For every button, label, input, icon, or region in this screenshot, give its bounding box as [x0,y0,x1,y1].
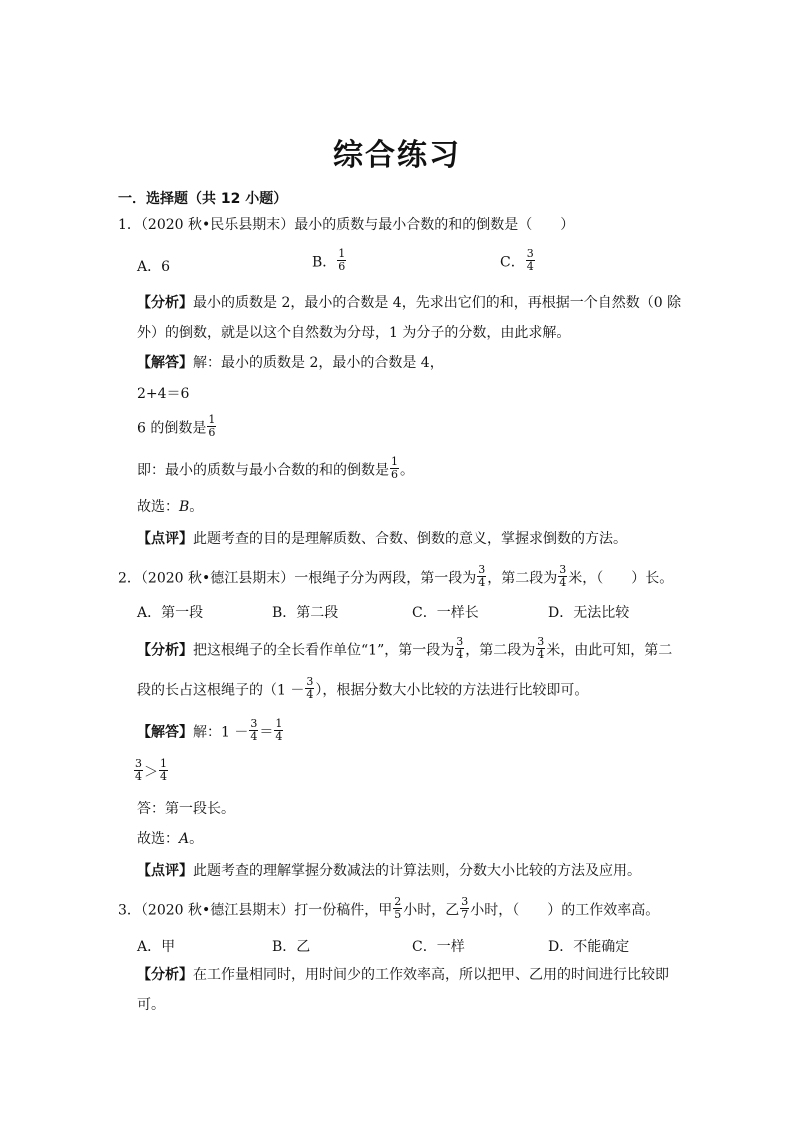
section-heading: 一．选择题（共 12 小题） [118,191,288,207]
q1-answer-line2: 2+4＝6 [137,386,190,402]
q2-choice: 故选：A。 [137,831,204,847]
q1-answer-line4: 即：最小的质数与最小合数的和的倒数是 $\frac{1}{6}$ 。 [137,455,414,481]
q1-stem: 1．（2020 秋•民乐县期末）最小的质数与最小合数的和的倒数是（ ） [118,217,575,233]
q2-analysis-line2: 段的长占这根绳子的（1 － $\frac{3}{4}$ ），根据分数大小比较的方法进行比较即可。 [137,675,589,701]
q3-analysis-line1: 【分析】在工作量相同时，用时间少的工作效率高，所以把甲、乙用的时间进行比较即 [137,967,669,983]
q2-answer-line2: $\frac{3}{4}$ ＞ $\frac{1}{4}$ [135,757,167,783]
q3-option-c: C．一样 [412,939,465,955]
fraction: $\frac{3}{4}$ [537,635,545,661]
q2-answer-line1: 【解答】解：1 － $\frac{3}{4}$ ＝ $\frac{1}{4}$ [137,717,283,743]
q2-option-a: A．第一段 [137,605,204,621]
q2-answer-line3: 答：第一段长。 [137,801,235,817]
fraction: $\frac{1}{6}$ [208,413,216,439]
q1-option-a: A．6 [137,259,171,275]
q1-analysis-line1: 【分析】最小的质数是 2，最小的合数是 4，先求出它们的和，再根据一个自然数（0 除 [137,295,682,311]
fraction: $\frac{1}{6}$ [391,455,398,481]
fraction: $\frac{3}{4}$ [526,247,534,273]
fraction: $\frac{3}{4}$ [306,675,314,701]
q1-option-b: B． $\frac{1}{6}$ [312,247,346,273]
fraction: $\frac{2}{5}$ [394,895,402,921]
q2-option-c: C．一样长 [412,605,479,621]
q1-option-c: C． $\frac{3}{4}$ [500,247,534,273]
q3-stem: 3．（2020 秋•德江县期末）打一份稿件，甲 $\frac{2}{5}$ 小时，乙 $\frac{3}{7}$ 小时，（ ）的工作效率高。 [118,895,660,921]
q3-option-a: A．甲 [137,939,176,955]
fraction: $\frac{3}{4}$ [456,635,464,661]
fraction: $\frac{1}{4}$ [275,717,283,743]
q2-analysis-line1: 【分析】把这根绳子的全长看作单位“1”，第一段为 $\frac{3}{4}$ ，第二段为 $\frac{3}{4}$ 米，由此可知，第二 [137,635,673,661]
fraction: $\frac{3}{7}$ [461,895,469,921]
q3-option-d: D．不能确定 [548,939,630,955]
q1-answer-line3: 6 的倒数是 $\frac{1}{6}$ [137,413,216,439]
q3-option-b: B．乙 [272,939,311,955]
q1-analysis-line2: 外）的倒数，就是以这个自然数为分母，1 为分子的分数，由此求解。 [137,325,571,341]
page-title: 综合练习 [333,138,461,173]
q2-option-b: B．第二段 [272,605,339,621]
q1-answer-line1: 【解答】解：最小的质数是 2，最小的合数是 4， [137,355,444,371]
q2-option-d: D．无法比较 [548,605,630,621]
fraction: $\frac{3}{4}$ [135,757,142,783]
q2-comment: 【点评】此题考查的理解掌握分数减法的计算法则，分数大小比较的方法及应用。 [137,863,641,879]
q2-stem: 2．（2020 秋•德江县期末）一根绳子分为两段，第一段为 $\frac{3}{4}$ ，第二段为 $\frac{3}{4}$ 米，（ ）长。 [118,563,674,589]
q3-analysis-line2: 可。 [137,997,165,1013]
fraction: $\frac{3}{4}$ [559,563,567,589]
fraction: $\frac{3}{4}$ [478,563,486,589]
q1-choice: 故选：B。 [137,499,204,515]
fraction: $\frac{1}{6}$ [338,247,346,273]
fraction: $\frac{3}{4}$ [250,717,258,743]
q1-comment: 【点评】此题考查的目的是理解质数、合数、倒数的意义，掌握求倒数的方法。 [137,531,627,547]
fraction: $\frac{1}{4}$ [160,757,167,783]
